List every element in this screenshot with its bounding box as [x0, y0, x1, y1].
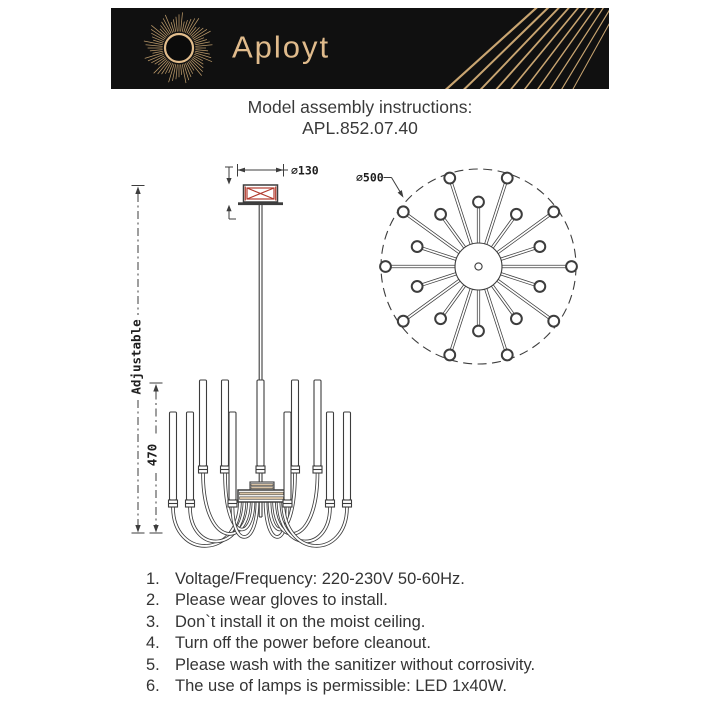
item-number: 3. [146, 612, 160, 631]
lamp-socket [502, 350, 513, 361]
canopy-flange [238, 202, 283, 205]
lamp-socket [511, 209, 522, 220]
side-view [129, 164, 352, 546]
lamp-socket [548, 316, 559, 327]
top-diameter-leader [356, 171, 404, 198]
lamp-socket [412, 281, 423, 292]
item-text: Don`t install it on the moist ceiling. [175, 612, 426, 631]
candle-body [344, 412, 351, 500]
candle-body [292, 380, 299, 466]
instruction-list [146, 569, 616, 697]
candle-body [187, 412, 194, 500]
spoke-highlight [451, 183, 472, 249]
item-text: Voltage/Frequency: 220-230V 50-60Hz. [175, 570, 465, 588]
model-number: APL.852.07.40 [302, 118, 418, 138]
lamp-socket [398, 316, 409, 327]
dim-top-diameter: ⌀500 [356, 170, 384, 185]
lamp-socket [380, 261, 391, 272]
lamp-socket [435, 313, 446, 324]
ceiling-canopy [238, 185, 283, 205]
item-text: Please wash with the sanitizer without corrosivity. [175, 655, 536, 674]
lamp-socket [473, 197, 484, 208]
lamp-socket [566, 261, 577, 272]
spoke-highlight [484, 183, 505, 249]
item-text: The use of lamps is permissible: LED 1x40W. [175, 677, 507, 696]
lamp-socket [473, 326, 484, 337]
instruction-item [146, 655, 616, 676]
item-text: Turn off the power before cleanout. [175, 634, 431, 653]
lamp-socket [534, 241, 545, 252]
canopy-height-marks [225, 167, 236, 219]
hub [238, 482, 285, 502]
item-text: Please wear gloves to install. [175, 591, 388, 610]
dim-body-height: 470 [144, 443, 160, 467]
body-height-dimension [145, 383, 163, 533]
top-view [356, 169, 577, 364]
lamp-socket [548, 206, 559, 217]
candle-body [229, 412, 236, 500]
hub-center-hole [475, 263, 482, 270]
lamp-socket [444, 173, 455, 184]
adjustable-dimension [129, 186, 145, 534]
lamp-socket [435, 209, 446, 220]
brand-name: Aployt [232, 29, 331, 65]
candle-body [257, 380, 264, 466]
candle-body [170, 412, 177, 500]
item-number: 6. [146, 677, 160, 696]
item-number: 2. [146, 591, 160, 610]
dim-canopy-diameter: ⌀130 [291, 163, 319, 178]
candle-body [200, 380, 207, 466]
instruction-item [146, 676, 616, 697]
canopy-diameter-dimension [238, 164, 319, 178]
item-number: 4. [146, 634, 160, 653]
spoke-highlight [451, 284, 472, 350]
lamp-socket [444, 350, 455, 361]
candle-body [222, 380, 229, 466]
sheet-title: Model assembly instructions: [247, 97, 473, 117]
spoke-highlight [484, 284, 505, 350]
candle-body [314, 380, 321, 466]
lamp-socket [534, 281, 545, 292]
lamp-socket [502, 173, 513, 184]
instruction-item [146, 569, 616, 590]
candle-body [327, 412, 334, 500]
lamp-socket [398, 206, 409, 217]
candle-body [284, 412, 291, 500]
instruction-item [146, 633, 616, 654]
lamp-socket [412, 241, 423, 252]
item-number: 5. [146, 655, 160, 674]
instruction-item [146, 590, 616, 611]
lamp-socket [511, 313, 522, 324]
instruction-item [146, 612, 616, 633]
item-number: 1. [146, 570, 160, 588]
dim-adjustable: Adjustable [128, 319, 144, 395]
